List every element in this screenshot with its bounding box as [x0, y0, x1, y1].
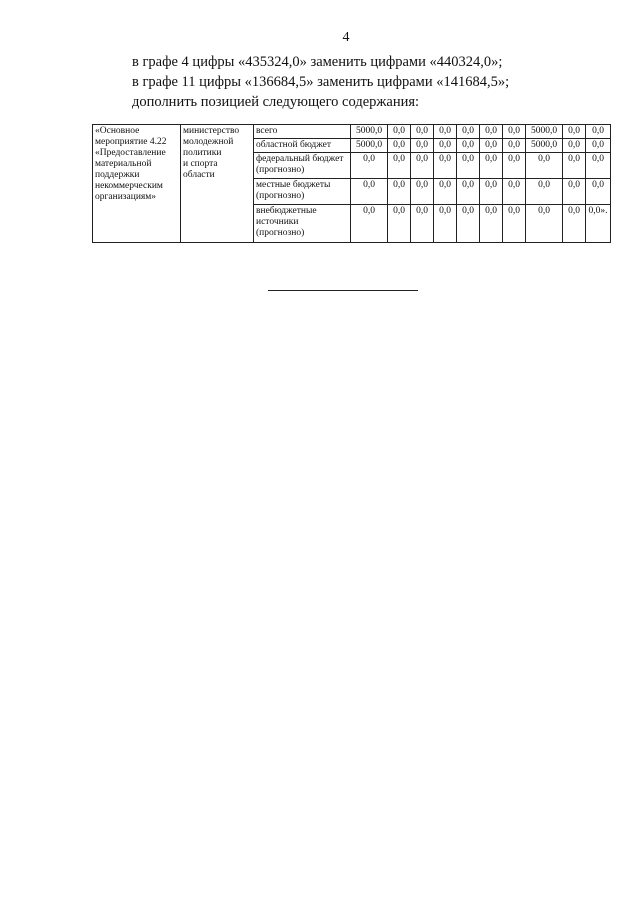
value-cell: 0,0	[457, 179, 480, 205]
value-cell: 5000,0	[526, 125, 563, 139]
executor-line: министерство	[183, 126, 240, 136]
executor-line: молодежной	[183, 137, 234, 147]
value-cell: 0,0	[457, 153, 480, 179]
value-cell: 0,0	[563, 139, 586, 153]
value-cell: 0,0	[388, 205, 411, 243]
value-cell: 0,0	[434, 179, 457, 205]
value-cell: 0,0	[351, 179, 388, 205]
budget-table	[92, 124, 611, 243]
value-cell: 0,0	[434, 153, 457, 179]
activity-line: организациям»	[95, 192, 157, 202]
activity-line: поддержки	[95, 170, 140, 180]
executor-line: области	[183, 170, 215, 180]
value-cell: 0,0	[480, 125, 503, 139]
value-cell: 0,0	[388, 179, 411, 205]
funding-source-cell: федеральный бюджет (прогнозно)	[254, 153, 351, 179]
value-cell: 0,0	[503, 125, 526, 139]
intro-text	[132, 53, 572, 113]
intro-line: в графе 4 цифры «435324,0» заменить цифрами «440324,0»;	[132, 54, 503, 70]
value-cell: 0,0	[434, 139, 457, 153]
end-rule	[268, 290, 418, 291]
value-cell: 0,0	[457, 205, 480, 243]
intro-line: в графе 11 цифры «136684,5» заменить цифрами «141684,5»;	[132, 74, 510, 90]
funding-source-cell: местные бюджеты (прогнозно)	[254, 179, 351, 205]
value-cell: 0,0	[388, 153, 411, 179]
value-cell: 0,0	[563, 179, 586, 205]
value-cell: 0,0	[503, 179, 526, 205]
value-cell: 5000,0	[351, 125, 388, 139]
value-cell: 0,0	[586, 179, 611, 205]
value-cell: 0,0	[434, 205, 457, 243]
executor-cell	[181, 125, 254, 243]
value-cell: 0,0	[526, 179, 563, 205]
intro-line: дополнить позицией следующего содержания:	[132, 94, 420, 110]
page-number: 4	[342, 30, 350, 45]
value-cell: 0,0».	[586, 205, 611, 243]
activity-line: материальной	[95, 159, 152, 169]
value-cell: 0,0	[526, 205, 563, 243]
activity-cell	[93, 125, 181, 243]
value-cell: 0,0	[388, 139, 411, 153]
value-cell: 0,0	[411, 179, 434, 205]
value-cell: 0,0	[411, 139, 434, 153]
value-cell: 0,0	[503, 139, 526, 153]
value-cell: 0,0	[526, 153, 563, 179]
value-cell: 5000,0	[526, 139, 563, 153]
table-row	[93, 125, 611, 139]
activity-line: мероприятие 4.22	[95, 137, 167, 147]
value-cell: 0,0	[480, 153, 503, 179]
executor-line: и спорта	[183, 159, 218, 169]
value-cell: 0,0	[457, 125, 480, 139]
value-cell: 0,0	[457, 139, 480, 153]
funding-source-cell: всего	[254, 125, 351, 139]
activity-line: «Предоставление	[95, 148, 166, 158]
value-cell: 0,0	[586, 153, 611, 179]
value-cell: 0,0	[503, 205, 526, 243]
funding-source-cell: областной бюджет	[254, 139, 351, 153]
value-cell: 5000,0	[351, 139, 388, 153]
value-cell: 0,0	[434, 125, 457, 139]
value-cell: 0,0	[480, 179, 503, 205]
value-cell: 0,0	[586, 125, 611, 139]
value-cell: 0,0	[388, 125, 411, 139]
value-cell: 0,0	[411, 153, 434, 179]
value-cell: 0,0	[563, 153, 586, 179]
value-cell: 0,0	[411, 205, 434, 243]
value-cell: 0,0	[480, 205, 503, 243]
value-cell: 0,0	[480, 139, 503, 153]
value-cell: 0,0	[351, 205, 388, 243]
activity-line: некоммерческим	[95, 181, 163, 191]
value-cell: 0,0	[411, 125, 434, 139]
value-cell: 0,0	[586, 139, 611, 153]
value-cell: 0,0	[563, 205, 586, 243]
activity-line: «Основное	[95, 126, 140, 136]
funding-source-cell: внебюджетные источники (прогнозно)	[254, 205, 351, 243]
value-cell: 0,0	[351, 153, 388, 179]
executor-line: политики	[183, 148, 222, 158]
value-cell: 0,0	[563, 125, 586, 139]
value-cell: 0,0	[503, 153, 526, 179]
